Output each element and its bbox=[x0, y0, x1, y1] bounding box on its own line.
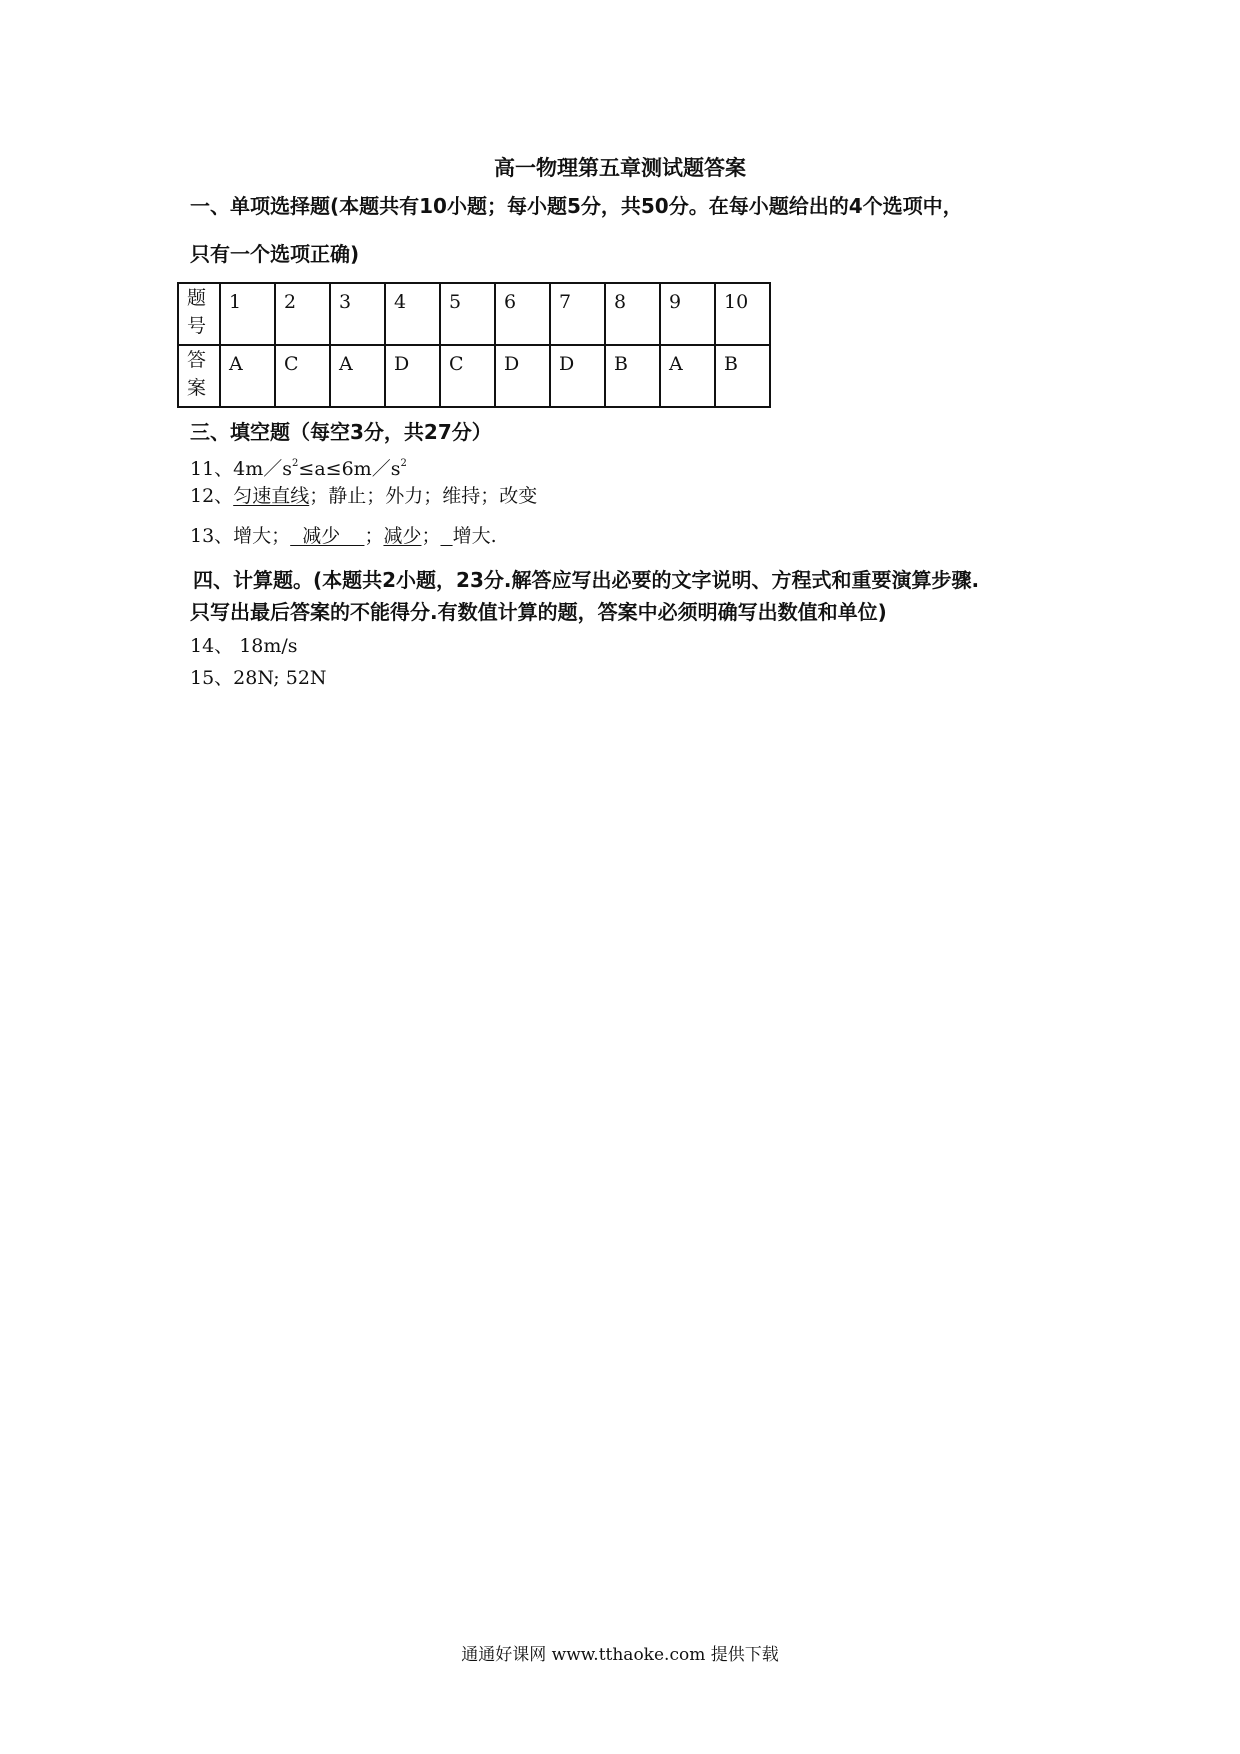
q13-blank-3 bbox=[440, 525, 452, 547]
answer-cell: B bbox=[605, 345, 660, 407]
page-title: 高一物理第五章测试题答案 bbox=[494, 156, 746, 180]
answer-table bbox=[177, 282, 771, 408]
footer-credit: 通通好课网 www.tthaoke.com 提供下载 bbox=[461, 1645, 779, 1665]
q13-blank-2: 减少 bbox=[383, 525, 422, 547]
answer-cell: C bbox=[440, 345, 495, 407]
answer-line-15: 15、28N; 52N bbox=[190, 667, 327, 689]
answer-cell: A bbox=[660, 345, 715, 407]
row-header-char: 号 bbox=[187, 315, 207, 337]
q11-superscript-1: 2 bbox=[292, 458, 299, 469]
question-number-cell: 7 bbox=[550, 283, 605, 345]
q12-prefix: 12、 bbox=[190, 485, 234, 507]
row-header-answers bbox=[178, 345, 220, 407]
question-number-cell: 2 bbox=[275, 283, 330, 345]
question-number-cell: 6 bbox=[495, 283, 550, 345]
q12-rest: ；静止；外力；维持；改变 bbox=[309, 485, 538, 507]
answer-cell: D bbox=[550, 345, 605, 407]
answer-cell: A bbox=[220, 345, 275, 407]
q13-prefix: 13、增大； bbox=[190, 525, 291, 547]
question-number-cell: 10 bbox=[715, 283, 770, 345]
q11-prefix: 11、4m／s bbox=[190, 458, 293, 480]
section4-heading-line1: 四、计算题。(本题共2小题，23分.解答应写出必要的文字说明、方程式和重要演算步骤. bbox=[193, 568, 980, 592]
answer-line-12 bbox=[190, 482, 537, 510]
row-header-char: 题 bbox=[187, 287, 207, 309]
q13-blank-1: 减少 bbox=[290, 525, 365, 547]
row-header-char: 答 bbox=[187, 349, 207, 371]
q13-rest: 增大. bbox=[452, 525, 497, 547]
answer-cell: C bbox=[275, 345, 330, 407]
question-number-cell: 9 bbox=[660, 283, 715, 345]
table-row-numbers bbox=[178, 283, 770, 345]
q11-superscript-2: 2 bbox=[400, 458, 407, 469]
section4-heading-line2: 只写出最后答案的不能得分.有数值计算的题，答案中必须明确写出数值和单位) bbox=[190, 600, 887, 624]
answer-cell: B bbox=[715, 345, 770, 407]
answer-line-11 bbox=[190, 450, 407, 483]
question-number-cell: 8 bbox=[605, 283, 660, 345]
question-number-cell: 1 bbox=[220, 283, 275, 345]
row-header-char: 案 bbox=[187, 377, 207, 399]
question-number-cell: 4 bbox=[385, 283, 440, 345]
q13-separator-1: ； bbox=[364, 525, 384, 547]
q13-separator-2: ； bbox=[421, 525, 441, 547]
row-header-numbers bbox=[178, 283, 220, 345]
section1-heading-line1: 一、单项选择题(本题共有10小题；每小题5分，共50分。在每小题给出的4个选项中， bbox=[190, 194, 963, 218]
answer-cell: A bbox=[330, 345, 385, 407]
question-number-cell: 5 bbox=[440, 283, 495, 345]
section1-heading-line2: 只有一个选项正确) bbox=[190, 242, 360, 266]
answer-line-14: 14、 18m/s bbox=[190, 635, 298, 657]
answer-line-13 bbox=[190, 522, 497, 550]
q11-middle: ≤a≤6m／s bbox=[298, 458, 401, 480]
answer-cell: D bbox=[495, 345, 550, 407]
question-number-cell: 3 bbox=[330, 283, 385, 345]
section3-heading: 三、填空题（每空3分，共27分） bbox=[190, 420, 492, 444]
q12-underlined-answer: 匀速直线 bbox=[233, 485, 310, 507]
answer-cell: D bbox=[385, 345, 440, 407]
table-row-answers bbox=[178, 345, 770, 407]
